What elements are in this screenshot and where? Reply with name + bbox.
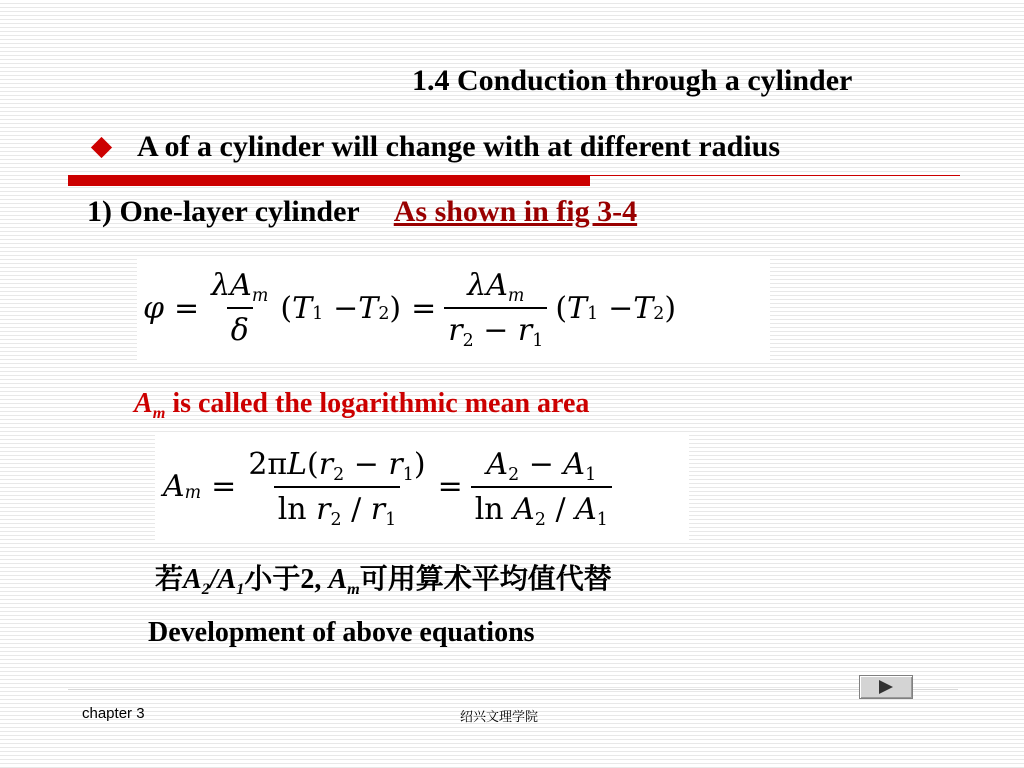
bullet-text: A of a cylinder will change with at different radius: [137, 130, 781, 163]
slide-title: 1.4 Conduction through a cylinder: [412, 64, 853, 97]
diamond-bullet-icon: [91, 136, 112, 157]
section-subheading: [87, 195, 637, 229]
footer-institution: 绍兴文理学院: [460, 710, 539, 725]
title-underline-bar: [68, 175, 590, 186]
bullet-point: [88, 130, 780, 164]
title-underline-thin: [590, 175, 960, 176]
figure-link[interactable]: As shown in fig 3-4: [393, 195, 638, 228]
subheading-text: 1) One-layer cylinder: [87, 195, 360, 228]
development-text: Development of above equations: [148, 617, 535, 648]
chinese-note: 若$A_2/A_1$小于2, $A_m$可用算术平均值代替: [155, 564, 612, 599]
log-mean-area-note: $A_m$ is called the logarithmic mean area: [134, 388, 590, 423]
play-icon: [879, 680, 893, 694]
log-mean-area-equation: A m = $\frac{2\pi L(r_2 - r_1)}{\ln r_2 / r_1}$ = $\frac{A_2 - A_1}{\ln A_2 / A_1}$: [155, 433, 689, 540]
footer-divider: [68, 689, 958, 690]
next-slide-button[interactable]: [859, 675, 913, 699]
footer-chapter: chapter 3: [82, 705, 145, 722]
heat-flow-equation: φ = $\frac{\lambda A_m}{\delta}$ ( T 1 − T 2 ) = $\frac{\lambda A_m}{r_2 - r_1}$ ( T 1 − T 2 ): [137, 256, 770, 360]
